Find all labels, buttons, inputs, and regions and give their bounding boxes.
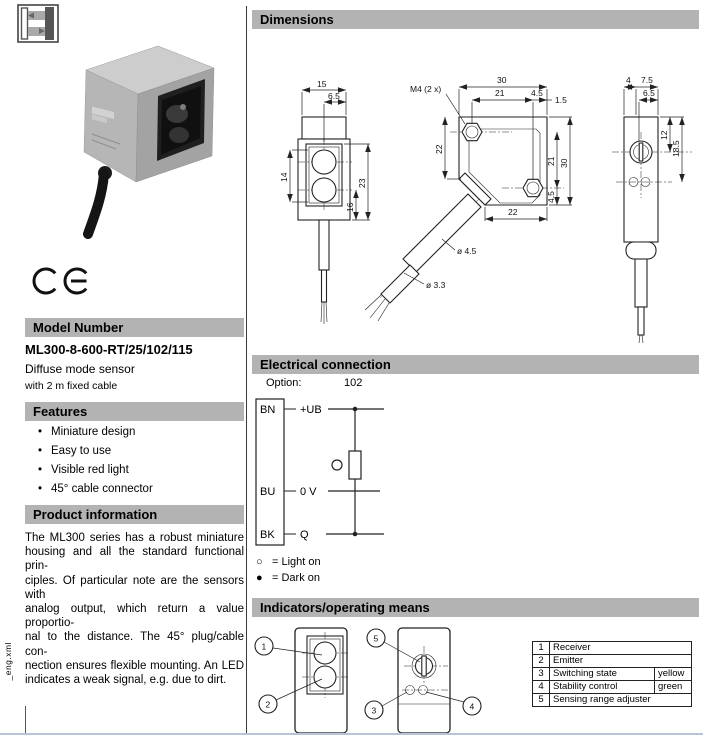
svg-text:ø 4.5: ø 4.5	[457, 246, 477, 256]
indicators-table	[532, 641, 692, 707]
bullet-icon: •	[38, 445, 43, 457]
table-row: 4 Stability control green	[533, 681, 692, 694]
svg-text:22: 22	[434, 144, 444, 154]
svg-text:15: 15	[317, 79, 327, 89]
model-number-header: Model Number	[25, 318, 244, 337]
svg-text:BK: BK	[260, 529, 275, 541]
bullet-icon: •	[38, 464, 43, 476]
svg-text:2: 2	[265, 699, 271, 710]
bullet-icon: •	[38, 483, 43, 495]
dimension-end-view	[612, 75, 692, 343]
svg-text:BU: BU	[260, 486, 276, 498]
svg-text:14: 14	[279, 172, 289, 182]
svg-text:30: 30	[497, 75, 507, 85]
dimensions-drawing	[252, 32, 699, 344]
product-info-paragraph: The ML300 series has a robust miniature housing and all the standard functional prin- ciples. Of particular note are the sensors with analog output, which return a value proportio- nal to the distance. The 45° plug/cable con- nection ensures flexible mounting. An LED indicates a weak signal, e.g. due to dirt.	[25, 532, 244, 687]
svg-text:12: 12	[659, 130, 669, 140]
dimensions-header: Dimensions	[252, 10, 699, 29]
feature-item: • Miniature design	[38, 426, 136, 438]
crop-mark	[25, 706, 26, 733]
footer-line	[0, 733, 703, 735]
option-label: Option:	[266, 377, 302, 389]
feature-item: • 45° cable connector	[38, 483, 153, 495]
feature-item: • Visible red light	[38, 464, 129, 476]
table-row: 1 Receiver	[533, 642, 692, 655]
product-info-header: Product information	[25, 505, 244, 524]
svg-text:4: 4	[469, 701, 475, 712]
wiring-diagram	[252, 393, 502, 555]
svg-text:ø 3.3: ø 3.3	[426, 280, 446, 290]
svg-text:4.5: 4.5	[531, 88, 543, 98]
model-description: Diffuse mode sensor	[25, 362, 135, 376]
indicators-diagram	[252, 624, 492, 734]
svg-text:5: 5	[373, 633, 379, 644]
svg-text:Q: Q	[300, 529, 309, 541]
svg-text:4: 4	[626, 75, 631, 85]
model-number: ML300-8-600-RT/25/102/115	[25, 342, 193, 357]
svg-text:BN: BN	[260, 404, 276, 416]
features-header: Features	[25, 402, 244, 421]
svg-text:1.5: 1.5	[555, 95, 567, 105]
open-circle-icon: ○	[256, 556, 263, 568]
svg-text:23: 23	[357, 178, 367, 188]
svg-text:7.5: 7.5	[641, 75, 653, 85]
svg-text:+UB: +UB	[300, 404, 322, 416]
svg-text:1: 1	[261, 641, 267, 652]
svg-text:22: 22	[508, 207, 518, 217]
column-divider	[246, 6, 247, 733]
table-row: 3 Switching state yellow	[533, 668, 692, 681]
model-cable-note: with 2 m fixed cable	[25, 380, 118, 392]
svg-text:16: 16	[345, 202, 355, 212]
dimension-side-view	[365, 75, 572, 321]
filled-circle-icon: ●	[256, 572, 263, 584]
product-photo	[58, 34, 236, 239]
svg-text:21: 21	[495, 88, 505, 98]
legend-dark-on: ● = Dark on	[256, 572, 320, 584]
svg-text:30: 30	[559, 158, 569, 168]
svg-text:0 V: 0 V	[300, 486, 317, 498]
svg-text:21: 21	[546, 156, 556, 166]
svg-text:6.5: 6.5	[643, 88, 655, 98]
svg-text:18.5: 18.5	[671, 140, 681, 157]
table-row: 2 Emitter	[533, 655, 692, 668]
legend-light-on: ○ = Light on	[256, 556, 321, 568]
table-row: 5 Sensing range adjuster	[533, 694, 692, 707]
svg-text:3: 3	[371, 705, 377, 716]
diffuse-sensor-icon	[17, 4, 59, 43]
electrical-header: Electrical connection	[252, 355, 699, 374]
svg-text:M4 (2 x): M4 (2 x)	[410, 84, 442, 94]
bullet-icon: •	[38, 426, 43, 438]
indicators-header: Indicators/operating means	[252, 598, 699, 617]
svg-text:4.5: 4.5	[546, 191, 556, 203]
feature-item: • Easy to use	[38, 445, 112, 457]
svg-text:6.5: 6.5	[328, 91, 340, 101]
ce-mark-icon	[30, 264, 92, 298]
document-id-sidetext: _eng.xml	[3, 642, 13, 681]
dimension-front-view	[279, 79, 370, 324]
option-value: 102	[344, 377, 363, 389]
